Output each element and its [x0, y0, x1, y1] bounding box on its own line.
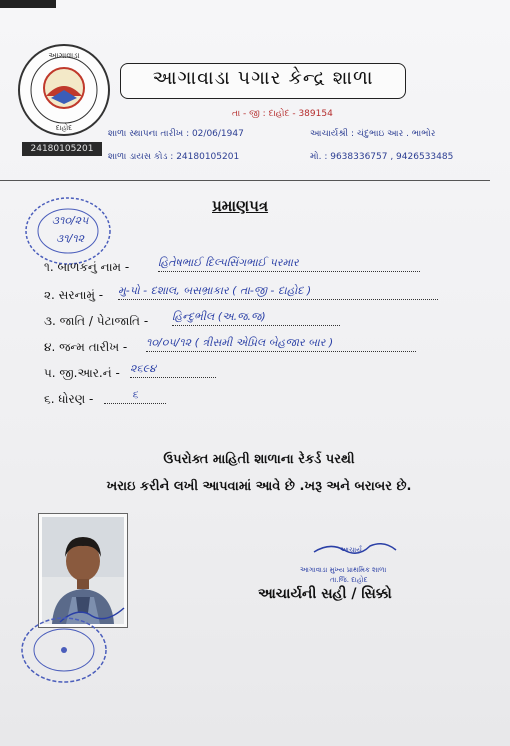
field-label-caste: ૩. જાતિ / પેટાજાતિ - — [44, 314, 149, 328]
field-value-caste: હિન્દુભીલ (અ.જ.જ) — [172, 310, 340, 326]
svg-text:આગાવાડા: આગાવાડા — [48, 51, 80, 60]
field-label-name: ૧. બાળકનું નામ - — [44, 260, 130, 274]
school-address: તા - જી : દાહોદ - 389154 — [232, 109, 333, 119]
header-divider — [0, 180, 490, 181]
statement-line-2: ખરાઇ કરીને લખી આપવામાં આવે છે .ખરૂ અને બરાબર છે. — [106, 479, 412, 494]
contact-mobile: મો. : 9638336757 , 9426533485 — [310, 152, 454, 162]
field-value-name: હિતેષભાઈ દિલ્પસિંગભાઈ પરમાર — [158, 256, 420, 272]
field-value-birthdate: ૧૦/૦૫/૧૨ ( ત્રીસમી એપ્રિલ બેહજાર બાર ) — [146, 336, 416, 352]
school-round-stamp — [16, 614, 112, 686]
statement-line-1: ઉપરોક્ત માહિતી શાળાના રેકર્ડ પરથી — [163, 452, 355, 467]
establishment-date: શાળા સ્થાપના તારીખ : 02/06/1947 — [108, 129, 244, 139]
outward-number-stamp — [22, 194, 114, 268]
dise-code: શાળા ડાયસ કોડ : 24180105201 — [108, 152, 240, 162]
svg-text:દાહોદ: દાહોદ — [55, 124, 73, 132]
logo-code-strip: 24180105201 — [22, 142, 102, 156]
svg-text:આચાર્ય: આચાર્ય — [340, 546, 362, 554]
field-label-gr-number: પ. જી.આર.નં - — [44, 366, 120, 380]
certificate-title: પ્રમાણપત્ર — [212, 197, 269, 215]
field-value-address: મુ-પો - દશાલ, બસભ્રાકાર ( તા-જી - દાહોદ ) — [118, 284, 438, 300]
svg-text:૩૧૦/૨૫: ૩૧૦/૨૫ — [51, 214, 89, 227]
signature-label: આચાર્યની સહી / સિક્કો — [258, 586, 392, 602]
school-name-box — [120, 63, 406, 99]
field-label-standard: ૬. ધોરણ - — [44, 392, 94, 406]
svg-text:૩૧/૧૨: ૩૧/૧૨ — [55, 232, 85, 245]
principal-name: આચાર્યશ્રી : ચંદુભાઇ આર . ભાભોર — [310, 129, 436, 139]
field-label-birthdate: ૪. જન્મ તારીખ - — [44, 340, 128, 354]
field-value-standard: ૬ — [104, 388, 166, 404]
field-label-address: ૨. સરનામું - — [44, 288, 104, 302]
field-value-gr-number: ૨૬૯૪ — [130, 362, 216, 378]
svg-text:તા.જિ. દાહોદ: તા.જિ. દાહોદ — [330, 576, 368, 584]
school-logo — [16, 42, 112, 138]
school-name: આગાવાડા પગાર કેન્દ્ર શાળા — [152, 67, 374, 89]
principal-signature-stamp — [300, 540, 450, 584]
scan-edge — [0, 0, 56, 8]
svg-text:આગાવાડા મુખ્ય પ્રાથમિક શાળા: આગાવાડા મુખ્ય પ્રાથમિક શાળા — [300, 566, 387, 574]
